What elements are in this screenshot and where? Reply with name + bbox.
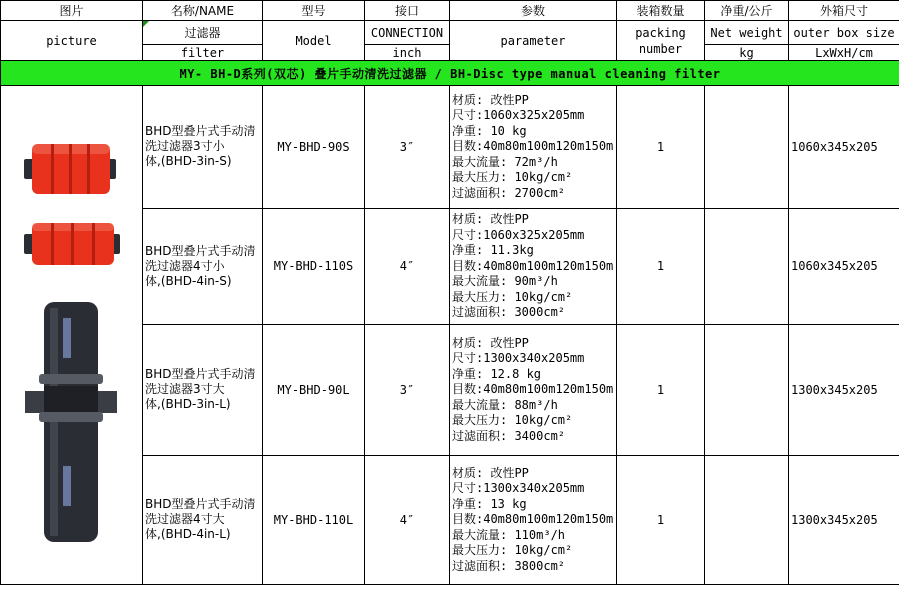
header-picture-en: picture bbox=[1, 21, 143, 61]
product-name: BHD型叠片式手动清 洗过滤器3寸大 体,(BHD-3in-L) bbox=[143, 324, 263, 455]
product-connection: 4″ bbox=[365, 208, 450, 324]
header-name: 名称/NAME bbox=[143, 1, 263, 21]
header-weight-unit: kg bbox=[705, 45, 789, 61]
product-box-size: 1060x345x205 bbox=[789, 86, 899, 209]
header-box-size-en: outer box size bbox=[789, 21, 899, 45]
product-model: MY-BHD-90S bbox=[263, 86, 365, 209]
product-box-size: 1060x345x205 bbox=[789, 208, 899, 324]
header-box-size: 外箱尺寸 bbox=[789, 1, 899, 21]
header-model: 型号 bbox=[263, 1, 365, 21]
filter-large-icon bbox=[25, 302, 117, 542]
product-model: MY-BHD-90L bbox=[263, 324, 365, 455]
product-parameters: 材质: 改性PP 尺寸:1300x340x205mm 净重: 13 kg 目数:40m80m100m120m150m 最大流量: 110m³/h 最大压力: 10kg/cm² 过滤面积: 3800cm² bbox=[450, 455, 617, 584]
header-packing: 装箱数量 bbox=[617, 1, 705, 21]
header-packing-en: packing number bbox=[617, 21, 705, 61]
header-connection: 接口 bbox=[365, 1, 450, 21]
product-name: BHD型叠片式手动清 洗过滤器4寸大 体,(BHD-4in-L) bbox=[143, 455, 263, 584]
header-parameter-en: parameter bbox=[450, 21, 617, 61]
product-box-size: 1300x345x205 bbox=[789, 324, 899, 455]
product-parameters: 材质: 改性PP 尺寸:1060x325x205mm 净重: 11.3kg 目数:40m80m100m120m150m 最大流量: 90m³/h 最大压力: 10kg/cm² 过滤面积: 3000cm² bbox=[450, 208, 617, 324]
header-picture: 图片 bbox=[1, 1, 143, 21]
header-name-en2: filter bbox=[143, 45, 263, 61]
product-parameters: 材质: 改性PP 尺寸:1300x340x205mm 净重: 12.8 kg 目数:40m80m100m120m150m 最大流量: 88m³/h 最大压力: 10kg/cm² 过滤面积: 3400cm² bbox=[450, 324, 617, 455]
header-model-en: Model bbox=[263, 21, 365, 61]
product-packing: 1 bbox=[617, 86, 705, 209]
header-parameter: 参数 bbox=[450, 1, 617, 21]
header-connection-en: CONNECTION bbox=[365, 21, 450, 45]
product-packing: 1 bbox=[617, 455, 705, 584]
product-packing: 1 bbox=[617, 324, 705, 455]
product-name: BHD型叠片式手动清 洗过滤器4寸小 体,(BHD-4in-S) bbox=[143, 208, 263, 324]
table-row bbox=[1, 86, 899, 209]
header-box-unit: LxWxH/cm bbox=[789, 45, 899, 61]
filter-images bbox=[1, 86, 143, 584]
cell-marker-icon bbox=[143, 21, 149, 27]
product-weight bbox=[705, 208, 789, 324]
header-name-en: 过滤器 bbox=[143, 21, 263, 45]
header-weight-en: Net weight bbox=[705, 21, 789, 45]
series-banner: MY- BH-D系列(双芯) 叠片手动清洗过滤器 / BH-Disc type manual cleaning filter bbox=[1, 61, 899, 86]
product-box-size: 1300x345x205 bbox=[789, 455, 899, 584]
product-parameters: 材质: 改性PP 尺寸:1060x325x205mm 净重: 10 kg 目数:40m80m100m120m150m 最大流量: 72m³/h 最大压力: 10kg/cm² 过滤面积: 2700cm² bbox=[450, 86, 617, 209]
product-model: MY-BHD-110L bbox=[263, 455, 365, 584]
product-model: MY-BHD-110S bbox=[263, 208, 365, 324]
filter-small-3in-icon bbox=[24, 144, 116, 194]
product-name: BHD型叠片式手动清 洗过滤器3寸小 体,(BHD-3in-S) bbox=[143, 86, 263, 209]
product-weight bbox=[705, 324, 789, 455]
product-weight bbox=[705, 86, 789, 209]
product-connection: 4″ bbox=[365, 455, 450, 584]
header-connection-unit: inch bbox=[365, 45, 450, 61]
product-connection: 3″ bbox=[365, 324, 450, 455]
product-pictures bbox=[1, 86, 143, 585]
product-connection: 3″ bbox=[365, 86, 450, 209]
header-weight: 净重/公斤 bbox=[705, 1, 789, 21]
filter-small-4in-icon bbox=[24, 223, 120, 265]
product-packing: 1 bbox=[617, 208, 705, 324]
product-weight bbox=[705, 455, 789, 584]
